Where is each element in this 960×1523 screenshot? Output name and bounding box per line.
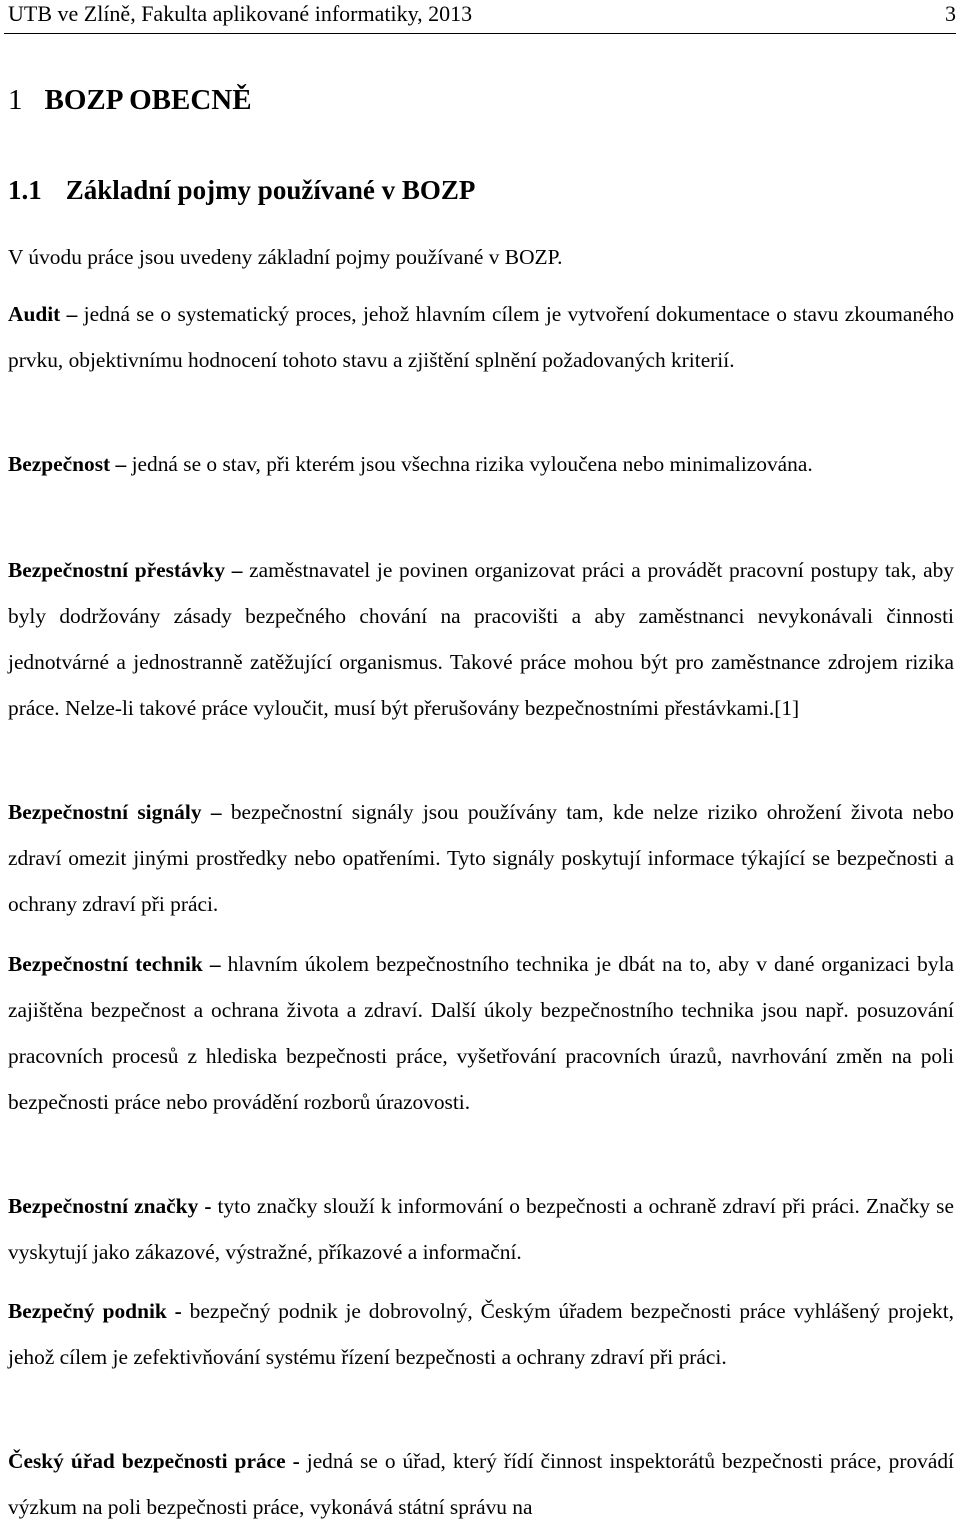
definition-term: Audit (8, 302, 61, 326)
term-separator: – (110, 452, 132, 476)
definition-text: tyto značky slouží k informování o bezpečnosti a ochraně zdraví při práci. Značky se vyskytují jako zákazové, výstražné, příkazové a informační. (8, 1194, 954, 1264)
definition-bezpecnost (8, 441, 954, 487)
definition-text: zaměstnavatel je povinen organizovat práci a provádět pracovní postupy tak, aby byly dodržovány zásady bezpečného chování na pracovišti a aby zaměstnanci nevykonávali činnosti jednotvárné a jednostranně zatěžující organismus. Takové práce mohou být pro zaměstnance zdrojem rizika práce. Nelze-li takové práce vyloučit, musí být přerušovány bezpečnostními přestávkami.[1] (8, 558, 954, 720)
definition-term: Bezpečnost (8, 452, 111, 476)
definition-term: Bezpečný podnik (8, 1299, 167, 1323)
term-separator: - (285, 1449, 307, 1473)
definition-bezpecnostni-signaly (8, 789, 954, 927)
definition-text: bezpečný podnik je dobrovolný, Českým úřadem bezpečnosti práce vyhlášený projekt, jehož cílem je zefektivňování systému řízení bezpečnosti a ochrany zdraví při práci. (8, 1299, 954, 1369)
intro-paragraph: V úvodu práce jsou uvedeny základní pojmy používané v BOZP. (8, 245, 563, 269)
definition-term: Český úřad bezpečnosti práce (8, 1449, 286, 1473)
definition-term: Bezpečnostní signály (8, 800, 202, 824)
term-separator: – (60, 302, 84, 326)
running-header (8, 0, 956, 32)
chapter-number: 1 (8, 84, 23, 116)
definition-bezpecny-podnik (8, 1288, 954, 1380)
definition-text: bezpečnostní signály jsou používány tam, kde nelze riziko ohrožení života nebo zdraví omezit jinými prostředky nebo opatřeními. Tyto signály poskytují informace týkající se bezpečnosti a ochrany zdraví při práci. (8, 800, 955, 916)
definition-text: jedná se o stav, při kterém jsou všechna rizika vyloučena nebo minimalizována. (131, 452, 813, 476)
definition-term: Bezpečnostní značky (8, 1194, 199, 1218)
definition-cesky-urad-bezpecnosti-prace (8, 1438, 954, 1523)
definition-text: jedná se o systematický proces, jehož hlavním cílem je vytvoření dokumentace o stavu zkoumaného prvku, objektivnímu hodnocení tohoto stavu a zjištění splnění požadovaných kriterií. (8, 302, 955, 372)
term-separator: - (198, 1194, 218, 1218)
definition-bezpecnostni-prestavky (8, 547, 954, 731)
header-divider (4, 33, 956, 34)
term-separator: – (225, 558, 250, 582)
page-number: 3 (945, 1, 956, 26)
chapter-title: BOZP OBECNĚ (44, 84, 252, 116)
definition-bezpecnostni-znacky (8, 1183, 954, 1275)
header-institution: UTB ve Zlíně, Fakulta aplikované informatiky, 2013 (8, 1, 473, 26)
definition-text: hlavním úkolem bezpečnostního technika je dbát na to, aby v dané organizaci byla zajištěna bezpečnost a ochrana života a zdraví. Další úkoly bezpečnostního technika jsou např. posuzování pracovních procesů z hlediska bezpečnosti práce, vyšetřování pracovních úrazů, navrhování změn na poli bezpečnosti práce nebo provádění rozborů úrazovosti. (8, 952, 954, 1114)
section-heading (8, 173, 475, 207)
definition-term: Bezpečnostní přestávky (8, 558, 226, 582)
definition-audit (8, 291, 954, 383)
definition-term: Bezpečnostní technik (8, 952, 203, 976)
definition-text: jedná se o úřad, který řídí činnost inspektorátů bezpečnosti práce, provádí výzkum na poli bezpečnosti práce, vykonává státní správu na (8, 1449, 954, 1519)
section-title: Základní pojmy používané v BOZP (65, 175, 476, 205)
chapter-heading (8, 82, 252, 118)
term-separator: – (202, 952, 228, 976)
definition-bezpecnostni-technik (8, 941, 954, 1125)
term-separator: - (166, 1299, 190, 1323)
term-separator: – (201, 800, 231, 824)
section-number: 1.1 (8, 175, 42, 205)
